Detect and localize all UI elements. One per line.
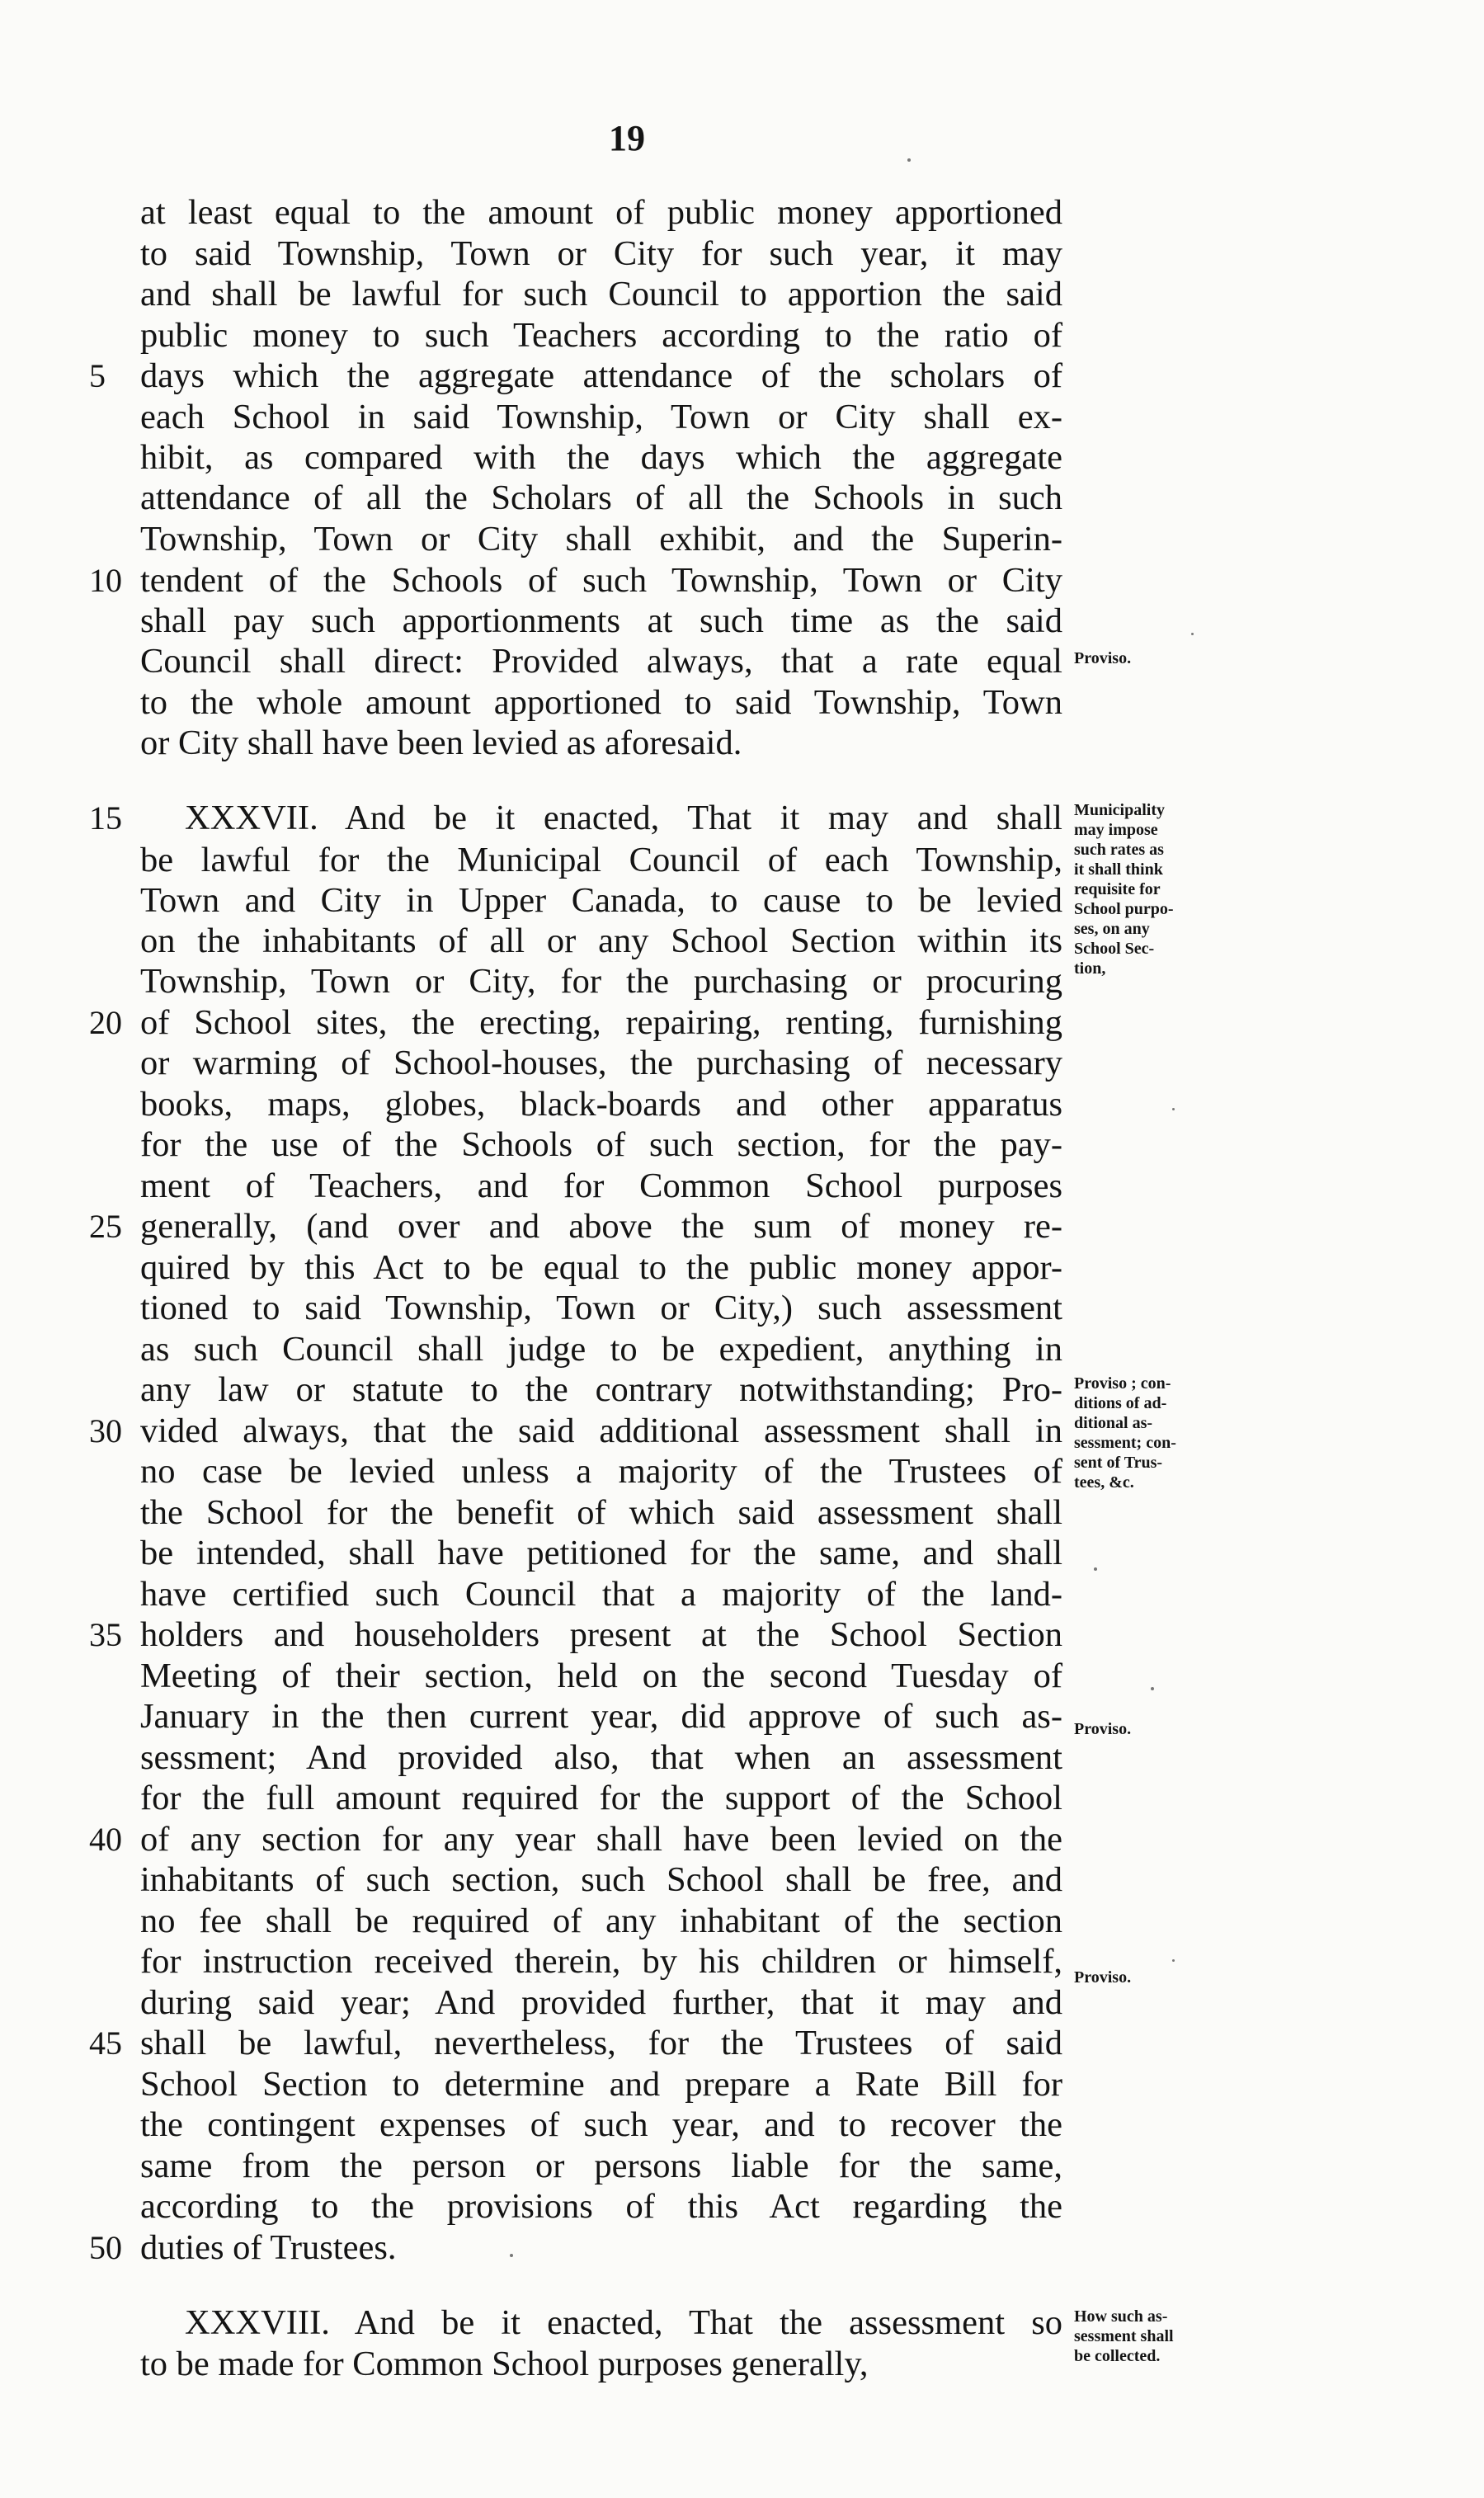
text-line: no case be levied unless a majority of the Trustees of <box>140 1452 1062 1491</box>
text-line: books, maps, globes, black-boards and other apparatus <box>140 1085 1062 1124</box>
text-line: each School in said Township, Town or City shall ex- <box>140 398 1062 436</box>
text-line: or warming of School-houses, the purchasing of necessary <box>140 1044 1062 1082</box>
text-line: or City shall have been levied as aforesaid. <box>140 723 742 762</box>
margin-note: How such as- sessment shall be collected. <box>1074 2307 1174 2365</box>
text-line: attendance of all the Scholars of all the Schools in such <box>140 478 1062 517</box>
text-line: shall pay such apportionments at such time as the said <box>140 601 1062 640</box>
line-number: 25 <box>89 1208 122 1245</box>
text-line: Township, Town or City shall exhibit, and the Superin- <box>140 520 1062 559</box>
text-line: of any section for any year shall have been levied on the <box>140 1820 1062 1859</box>
text-line: at least equal to the amount of public money apportioned <box>140 193 1062 232</box>
line-number: 45 <box>89 2024 122 2062</box>
text-line: vided always, that the said additional assessment shall in <box>140 1412 1062 1450</box>
text-line: Council shall direct: Provided always, that a rate equal <box>140 642 1062 681</box>
text-line: tioned to said Township, Town or City,) such assessment <box>140 1289 1062 1327</box>
text-line: any law or statute to the contrary notwithstanding; Pro- <box>140 1370 1062 1409</box>
line-number: 20 <box>89 1004 122 1041</box>
text-line: to the whole amount apportioned to said Township, Town <box>140 683 1062 722</box>
text-line: sessment; And provided also, that when an assessment <box>140 1738 1062 1777</box>
print-speck <box>1172 1108 1175 1110</box>
text-line: according to the provisions of this Act regarding the <box>140 2187 1062 2226</box>
text-line: Township, Town or City, for the purchasing or procuring <box>140 962 1062 1001</box>
text-line: for instruction received therein, by his children or himself, <box>140 1942 1062 1981</box>
text-line: be intended, shall have petitioned for the same, and shall <box>140 1534 1062 1572</box>
text-line: public money to such Teachers according to the ratio of <box>140 316 1062 355</box>
line-number: 10 <box>89 562 122 599</box>
text-line: duties of Trustees. <box>140 2228 397 2267</box>
margin-note: Proviso. <box>1074 649 1132 667</box>
text-line: on the inhabitants of all or any School Section within its <box>140 921 1062 960</box>
text-line: to said Township, Town or City for such year, it may <box>140 234 1062 273</box>
text-line: be lawful for the Municipal Council of each Township, <box>140 841 1062 879</box>
print-speck <box>1191 633 1194 635</box>
text-line: Town and City in Upper Canada, to cause to be levied <box>140 881 1062 920</box>
print-speck <box>907 158 911 162</box>
text-line: inhabitants of such section, such School shall be free, and <box>140 1860 1062 1899</box>
text-line: for the use of the Schools of such section, for the pay- <box>140 1125 1062 1164</box>
print-speck <box>510 2254 513 2257</box>
line-number: 5 <box>89 357 106 394</box>
text-line: January in the then current year, did approve of such as- <box>140 1697 1062 1736</box>
text-line: during said year; And provided further, that it may and <box>140 1983 1062 2022</box>
line-number: 35 <box>89 1616 122 1653</box>
margin-note: Proviso ; con- ditions of ad- ditional as- sessment; con- sent of Trus- tees, &c. <box>1074 1374 1176 1492</box>
margin-note: Proviso. <box>1074 1968 1132 1987</box>
text-line: the School for the benefit of which said assessment shall <box>140 1493 1062 1532</box>
print-speck <box>1172 1959 1175 1962</box>
print-speck <box>1151 1687 1154 1690</box>
text-line: shall be lawful, nevertheless, for the Trustees of said <box>140 2024 1062 2062</box>
text-line: XXXVII. And be it enacted, That it may and shall <box>185 799 1062 837</box>
text-line: generally, (and over and above the sum of money re- <box>140 1207 1062 1246</box>
text-line: no fee shall be required of any inhabitant of the section <box>140 1902 1062 1940</box>
page-number: 19 <box>609 118 645 158</box>
text-line: quired by this Act to be equal to the public money appor- <box>140 1248 1062 1287</box>
text-line: hibit, as compared with the days which the aggregate <box>140 438 1062 477</box>
line-number: 50 <box>89 2229 122 2266</box>
text-line: as such Council shall judge to be expedient, anything in <box>140 1330 1062 1369</box>
text-line: of School sites, the erecting, repairing, renting, furnishing <box>140 1003 1062 1042</box>
text-line: have certified such Council that a majority of the land- <box>140 1575 1062 1614</box>
text-line: days which the aggregate attendance of the scholars of <box>140 356 1062 395</box>
line-number: 40 <box>89 1821 122 1858</box>
margin-note: Municipality may impose such rates as it shall think requisite for School purpo- ses, on any School Sec- tion, <box>1074 801 1174 978</box>
text-line: to be made for Common School purposes generally, <box>140 2345 869 2383</box>
text-line: School Section to determine and prepare a Rate Bill for <box>140 2065 1062 2104</box>
print-speck <box>1094 1567 1097 1571</box>
text-line: Meeting of their section, held on the second Tuesday of <box>140 1657 1062 1695</box>
margin-note: Proviso. <box>1074 1720 1132 1738</box>
text-line: and shall be lawful for such Council to apportion the said <box>140 275 1062 313</box>
text-line: holders and householders present at the School Section <box>140 1615 1062 1654</box>
text-line: tendent of the Schools of such Township, Town or City <box>140 561 1062 600</box>
text-line: same from the person or persons liable for the same, <box>140 2147 1062 2185</box>
text-line: XXXVIII. And be it enacted, That the assessment so <box>185 2303 1062 2342</box>
text-line: for the full amount required for the support of the School <box>140 1779 1062 1817</box>
line-number: 15 <box>89 799 122 837</box>
text-line: the contingent expenses of such year, and to recover the <box>140 2105 1062 2144</box>
text-line: ment of Teachers, and for Common School purposes <box>140 1167 1062 1205</box>
line-number: 30 <box>89 1412 122 1449</box>
